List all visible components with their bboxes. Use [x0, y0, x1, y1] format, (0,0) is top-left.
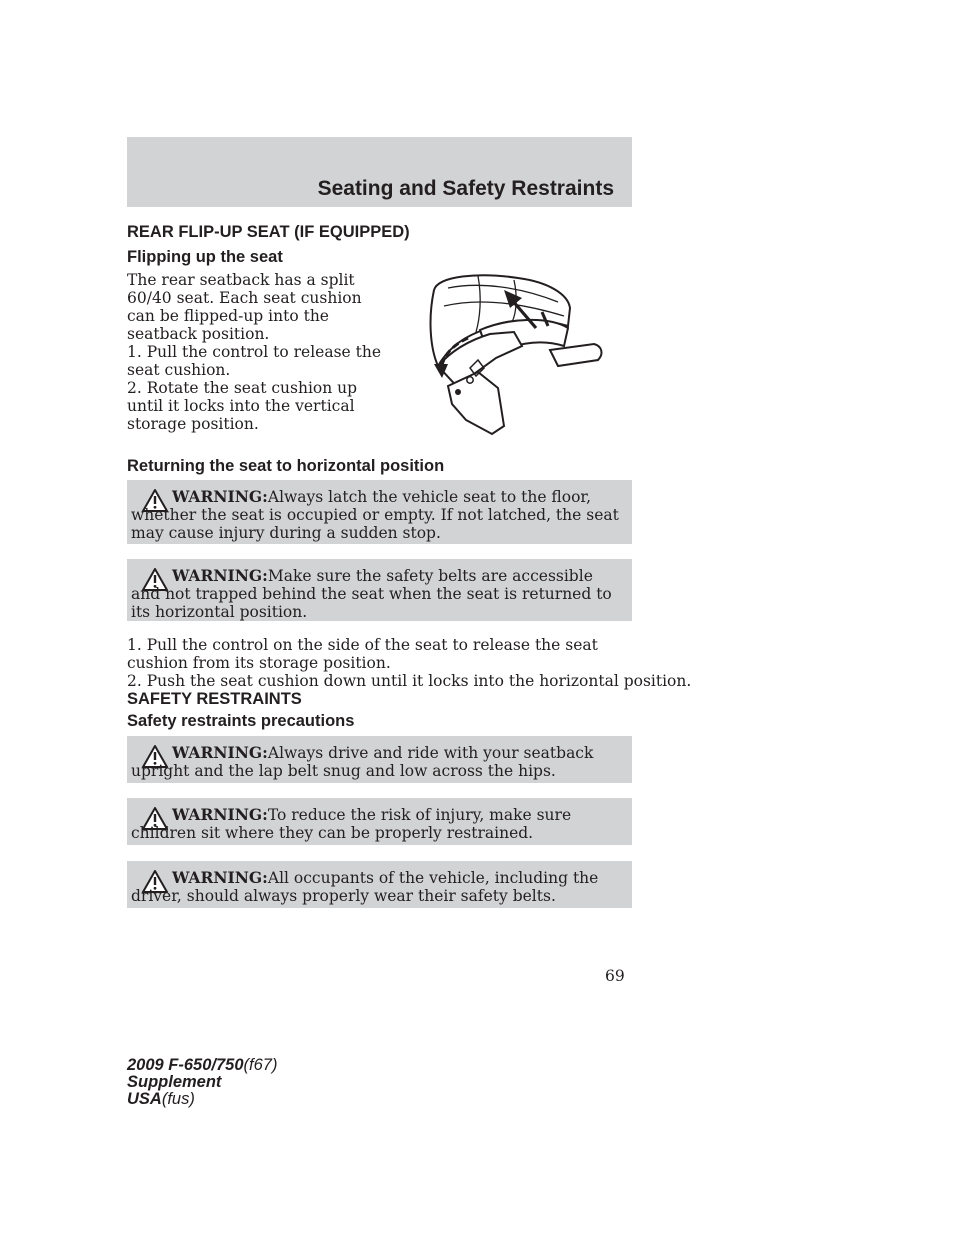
page-number: 69 [605, 967, 625, 985]
intro-paragraph: The rear seatback has a split 60/40 seat. Each seat cushion can be flipped-up into the seatback position. [127, 271, 362, 343]
warning-box [127, 861, 632, 908]
footer-info [127, 1057, 277, 1108]
warning-body: To reduce the risk of injury, make sure children sit where they can be properly restrained. [131, 806, 572, 842]
subheading-precautions: Safety restraints precautions [127, 712, 355, 730]
subheading-returning-seat: Returning the seat to horizontal position [127, 457, 445, 475]
warning-text [131, 869, 624, 905]
warning-box [127, 559, 632, 621]
seat-flip-illustration [418, 268, 608, 438]
warning-text [131, 806, 624, 842]
footer-region-code: (fus) [161, 1090, 195, 1108]
warning-body: All occupants of the vehicle, including the driver, should always properly wear their safety belts. [131, 869, 599, 905]
footer-model-code: (f67) [243, 1056, 278, 1074]
warning-box [127, 736, 632, 783]
footer-region: USA [127, 1090, 162, 1108]
warning-text [131, 488, 624, 542]
warning-label: WARNING: [172, 566, 268, 585]
footer-model: 2009 F-650/750 [127, 1056, 244, 1074]
return-step-2: 2. Push the seat cushion down until it locks into the horizontal position. [127, 672, 692, 690]
warning-label: WARNING: [172, 868, 268, 887]
return-step-1: 1. Pull the control on the side of the seat to release the seat cushion from its storage position. [127, 636, 598, 672]
warning-text [131, 744, 624, 780]
warning-body: Make sure the safety belts are accessible and not trapped behind the seat when the seat is returned to its horizontal position. [131, 567, 612, 621]
warning-label: WARNING: [172, 743, 268, 762]
warning-box [127, 480, 632, 544]
section-title: Seating and Safety Restraints [317, 177, 614, 200]
warning-label: WARNING: [172, 805, 268, 824]
section-heading-safety-restraints: SAFETY RESTRAINTS [127, 690, 302, 708]
flip-step-1: 1. Pull the control to release the seat cushion. [127, 343, 382, 379]
section-heading-rear-flip-up-seat: REAR FLIP-UP SEAT (IF EQUIPPED) [127, 223, 410, 241]
flip-step-2: 2. Rotate the seat cushion up until it locks into the vertical storage position. [127, 379, 358, 433]
warning-text [131, 567, 624, 621]
warning-box [127, 798, 632, 845]
section-header-band [127, 137, 632, 207]
warning-label: WARNING: [172, 487, 268, 506]
warning-body: Always latch the vehicle seat to the floor, whether the seat is occupied or empty. If not latched, the seat may cause injury during a sudden stop. [131, 488, 619, 542]
footer-doc-type: Supplement [127, 1073, 222, 1091]
warning-body: Always drive and ride with your seatback upright and the lap belt snug and low across the hips. [131, 744, 594, 780]
subheading-flipping-up: Flipping up the seat [127, 248, 283, 266]
